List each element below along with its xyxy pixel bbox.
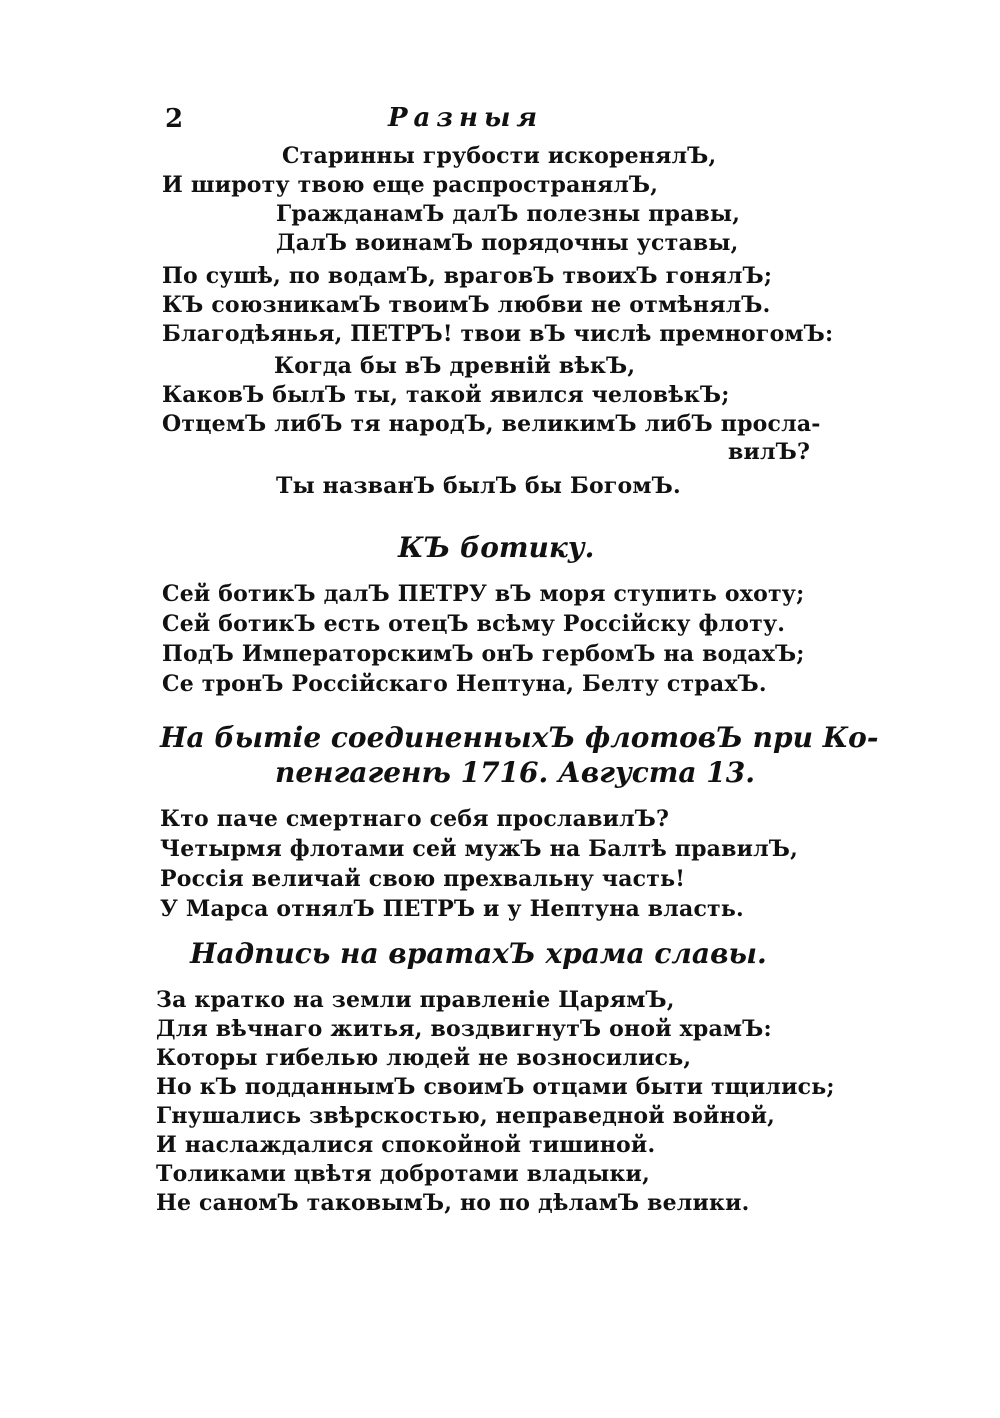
poem-line: У Марса отнялЪ ПЕТРЪ и у Нептуна власть. bbox=[160, 896, 744, 922]
poem-line: Толиками цвѣтя добротами владыки, bbox=[156, 1161, 650, 1187]
poem-line: КЪ союзникамЪ твоимЪ любви не отмѣнялЪ. bbox=[162, 292, 771, 318]
section-title: пенгагенѣ 1716. Августа 13. bbox=[275, 756, 755, 789]
section-title: На бытіе соединенныхЪ флотовЪ при Ко- bbox=[160, 721, 879, 754]
poem-line: Не саномЪ таковымЪ, но по дѣламЪ велики. bbox=[156, 1190, 750, 1216]
poem-line: ГражданамЪ далЪ полезны правы, bbox=[276, 201, 741, 227]
poem-line: Ты названЪ былЪ бы БогомЪ. bbox=[276, 473, 681, 499]
poem-line: Но кЪ подданнымЪ своимЪ отцами быти тщились; bbox=[156, 1074, 835, 1100]
poem-line: Россія величай свою прехвальну часть! bbox=[160, 866, 686, 892]
poem-line: Которы гибелью людей не возносились, bbox=[156, 1045, 692, 1071]
poem-line: Старинны грубости искоренялЪ, bbox=[282, 143, 717, 169]
poem-line: Благодѣянья, ПЕТРЪ! твои вЪ числѣ премногомЪ: bbox=[162, 321, 834, 347]
section-title: Надпись на вратахЪ храма славы. bbox=[190, 937, 767, 970]
poem-line: Кто паче смертнаго себя прославилЪ? bbox=[160, 806, 670, 832]
poem-line: Гнушались звѣрскостью, неправедной войной, bbox=[156, 1103, 776, 1129]
poem-line: По сушѣ, по водамЪ, враговЪ твоихЪ гонялЪ; bbox=[162, 263, 773, 289]
poem-line: вилЪ? bbox=[728, 439, 811, 465]
poem-line: За кратко на земли правленіе ЦарямЪ, bbox=[156, 987, 675, 1013]
poem-line: КаковЪ былЪ ты, такой явился человѣкЪ; bbox=[162, 382, 730, 408]
running-title: Разныя bbox=[388, 103, 544, 133]
section-title: КЪ ботику. bbox=[398, 531, 595, 564]
poem-line: ОтцемЪ либЪ тя народЪ, великимЪ либЪ просла- bbox=[162, 411, 821, 437]
poem-line: ДалЪ воинамЪ порядочны уставы, bbox=[276, 230, 739, 256]
poem-line: ПодЪ ИмператорскимЪ онЪ гербомЪ на водахЪ; bbox=[162, 641, 805, 667]
poem-line: И широту твою еще распространялЪ, bbox=[162, 172, 659, 198]
page-number: 2 bbox=[165, 104, 184, 134]
poem-line: Когда бы вЪ древній вѣкЪ, bbox=[274, 353, 636, 379]
poem-line: Для вѣчнаго житья, воздвигнутЪ оной храмЪ: bbox=[156, 1016, 772, 1042]
poem-line: Четырмя флотами сей мужЪ на Балтѣ правилЪ, bbox=[160, 836, 798, 862]
poem-line: Сей ботикЪ далЪ ПЕТРУ вЪ моря ступить охоту; bbox=[162, 581, 805, 607]
poem-line: Се тронЪ Россійскаго Нептуна, Белту страхЪ. bbox=[162, 671, 767, 697]
poem-line: Сей ботикЪ есть отецЪ всѣму Россійску флоту. bbox=[162, 611, 786, 637]
poem-line: И наслаждалися спокойной тишиной. bbox=[156, 1132, 656, 1158]
